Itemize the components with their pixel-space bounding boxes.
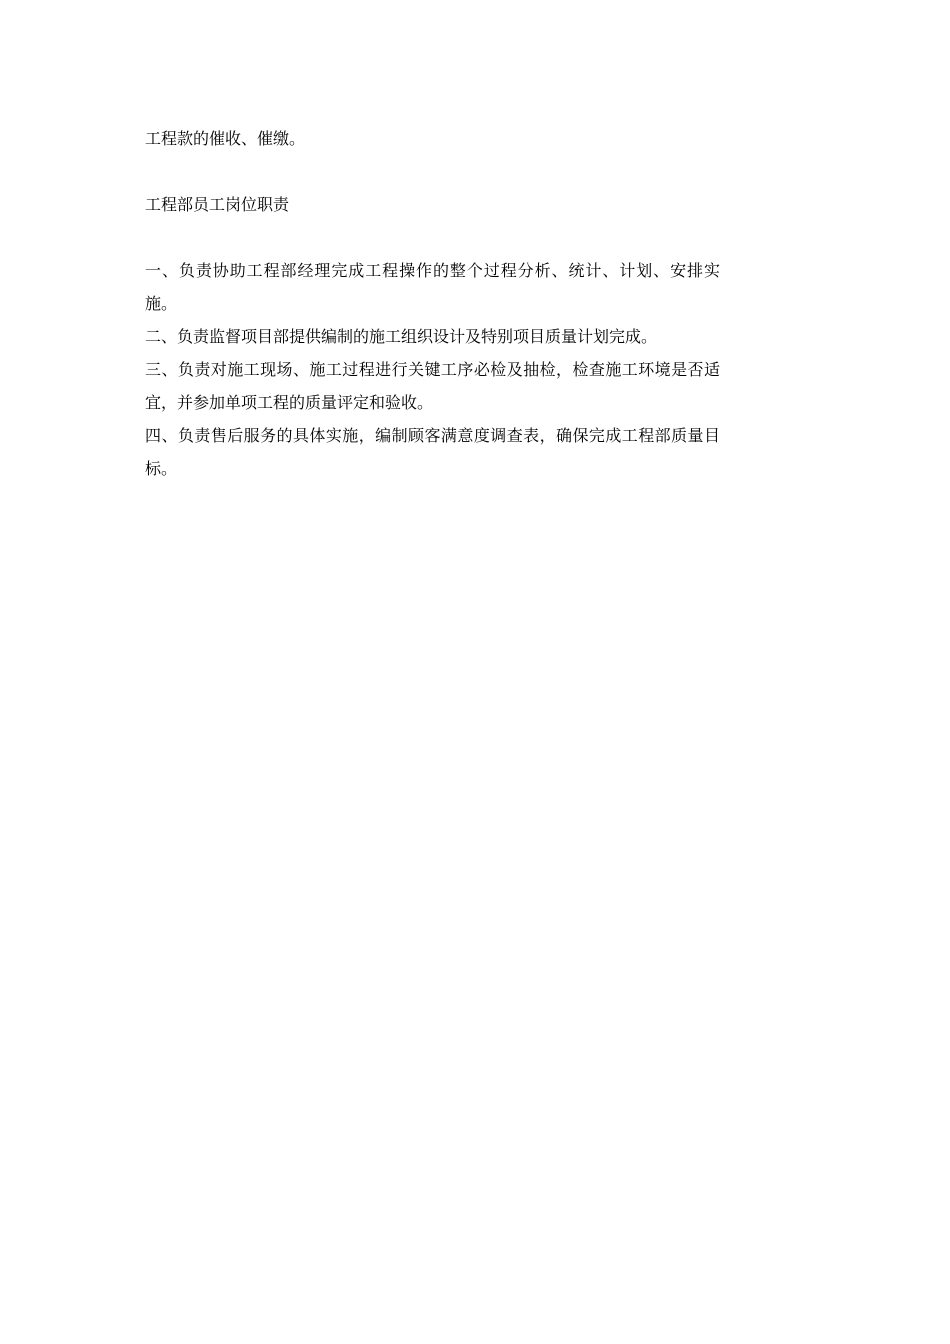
continuation-line: 工程款的催收、催缴。 <box>145 129 306 148</box>
duty-item-4: 四、负责售后服务的具体实施，编制顾客满意度调查表，确保完成工程部质量目标。 <box>145 426 720 478</box>
paragraph-gap <box>145 155 720 188</box>
duty-item-3: 三、负责对施工现场、施工过程进行关键工序必检及抽检，检查施工环境是否适宜，并参加单项工程的质量评定和验收。 <box>145 360 720 412</box>
duty-item-1: 一、负责协助工程部经理完成工程操作的整个过程分析、统计、计划、安排实施。 <box>145 261 720 313</box>
paragraph-gap <box>145 221 720 254</box>
document-body <box>145 122 720 485</box>
duty-item-2: 二、负责监督项目部提供编制的施工组织设计及特别项目质量计划完成。 <box>145 327 658 346</box>
section-title: 工程部员工岗位职责 <box>145 195 290 214</box>
